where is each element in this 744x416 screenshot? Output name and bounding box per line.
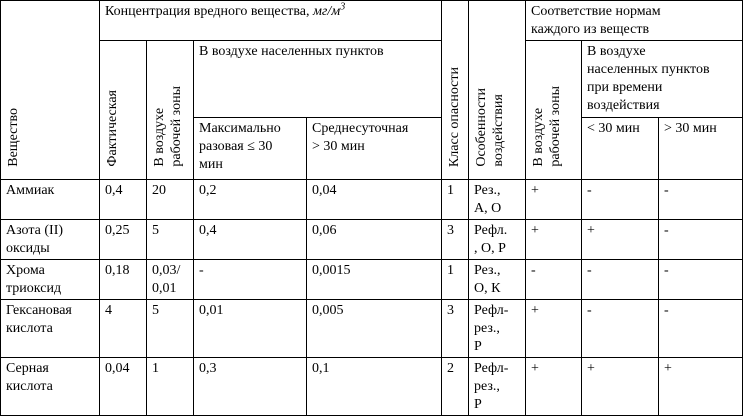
cell-compliance-gt30: - — [659, 260, 743, 300]
header-substance — [1, 1, 100, 180]
header-compliance — [526, 1, 743, 41]
header-compliance-workzone — [526, 41, 582, 180]
cell-compliance-gt30: + — [659, 358, 743, 416]
cell-daily-avg: 0,005 — [307, 300, 442, 358]
header-workzone-label: В воздухе рабочей зоны — [152, 86, 184, 167]
cell-actual: 4 — [100, 300, 147, 358]
table-row — [1, 300, 743, 358]
cell-max-once: 0,3 — [194, 358, 307, 416]
cell-features: Рез., О, К — [469, 260, 526, 300]
header-gt30-label: > 30 мин — [664, 121, 717, 136]
header-compliance-populated — [582, 41, 743, 118]
cell-compliance-workzone: + — [526, 358, 582, 416]
cell-substance: Азота (II) оксиды — [1, 220, 100, 260]
cell-features: Рефл- рез., Р — [469, 300, 526, 358]
cell-hazard-class: 3 — [442, 300, 469, 358]
header-actual — [100, 41, 147, 180]
cell-max-once: 0,01 — [194, 300, 307, 358]
header-workzone — [147, 41, 194, 180]
cell-substance: Гексановая кислота — [1, 300, 100, 358]
header-populated-label: В воздухе населенных пунктов — [199, 44, 384, 59]
cell-daily-avg: 0,04 — [307, 180, 442, 220]
cell-daily-avg: 0,1 — [307, 358, 442, 416]
header-populated — [194, 41, 442, 118]
header-compliance-label: Соответствие нормам каждого из веществ — [531, 4, 661, 37]
header-lt30 — [582, 118, 659, 180]
cell-actual: 0,04 — [100, 358, 147, 416]
cell-actual: 0,4 — [100, 180, 147, 220]
cell-max-once: 0,4 — [194, 220, 307, 260]
cell-compliance-workzone: + — [526, 300, 582, 358]
header-hazard-class — [442, 1, 469, 180]
header-gt30 — [659, 118, 743, 180]
cell-hazard-class: 1 — [442, 260, 469, 300]
cell-daily-avg: 0,0015 — [307, 260, 442, 300]
header-substance-label: Вещество — [6, 108, 21, 167]
cell-max-once: - — [194, 260, 307, 300]
header-hazard-class-label: Класс опасности — [447, 66, 463, 167]
header-lt30-label: < 30 мин — [587, 121, 640, 136]
cell-compliance-lt30: - — [582, 300, 659, 358]
header-row-1 — [1, 1, 743, 41]
cell-substance: Серная кислота — [1, 358, 100, 416]
header-compliance-workzone-label: В воздухе рабочей зоны — [531, 86, 564, 167]
header-row-2 — [1, 41, 743, 117]
cell-features: Рефл. , О, Р — [469, 220, 526, 260]
cell-workzone: 20 — [147, 180, 194, 220]
header-features — [469, 1, 526, 180]
table-row — [1, 180, 743, 220]
cell-compliance-workzone: + — [526, 180, 582, 220]
cell-daily-avg: 0,06 — [307, 220, 442, 260]
cell-compliance-lt30: - — [582, 260, 659, 300]
table-row — [1, 220, 743, 260]
cell-actual: 0,25 — [100, 220, 147, 260]
header-actual-label: Фактическая — [105, 90, 120, 167]
header-concentration — [100, 1, 442, 41]
header-daily-avg-label: Среднесуточная > 30 мин — [312, 121, 409, 154]
header-concentration-label: Концентрация вредного вещества, — [105, 4, 313, 19]
cell-compliance-lt30: + — [582, 358, 659, 416]
cell-compliance-lt30: + — [582, 220, 659, 260]
header-max-once — [194, 118, 307, 180]
cell-compliance-gt30: - — [659, 180, 743, 220]
cell-max-once: 0,2 — [194, 180, 307, 220]
cell-hazard-class: 2 — [442, 358, 469, 416]
cell-substance: Аммиак — [1, 180, 100, 220]
cell-workzone: 5 — [147, 220, 194, 260]
header-daily-avg — [307, 118, 442, 180]
cell-workzone: 1 — [147, 358, 194, 416]
cell-compliance-workzone: + — [526, 220, 582, 260]
header-compliance-populated-label: В воздухе населенных пунктов при времени воздействия — [587, 44, 710, 113]
cell-compliance-gt30: - — [659, 220, 743, 260]
header-max-once-label: Максимально разовая ≤ 30 мин — [199, 121, 281, 172]
cell-hazard-class: 3 — [442, 220, 469, 260]
cell-features: Рефл- рез., Р — [469, 358, 526, 416]
cell-workzone: 5 — [147, 300, 194, 358]
header-concentration-unit: $мг/м^3$ — [312, 1, 346, 19]
cell-compliance-gt30: - — [659, 300, 743, 358]
cell-compliance-lt30: - — [582, 180, 659, 220]
cell-hazard-class: 1 — [442, 180, 469, 220]
cell-features: Рез., А, О — [469, 180, 526, 220]
header-features-label: Особенности воздействия — [474, 88, 507, 167]
table-row — [1, 358, 743, 416]
cell-workzone: 0,03/ 0,01 — [147, 260, 194, 300]
table-row — [1, 260, 743, 300]
cell-compliance-workzone: - — [526, 260, 582, 300]
cell-substance: Хрома триоксид — [1, 260, 100, 300]
cell-actual: 0,18 — [100, 260, 147, 300]
